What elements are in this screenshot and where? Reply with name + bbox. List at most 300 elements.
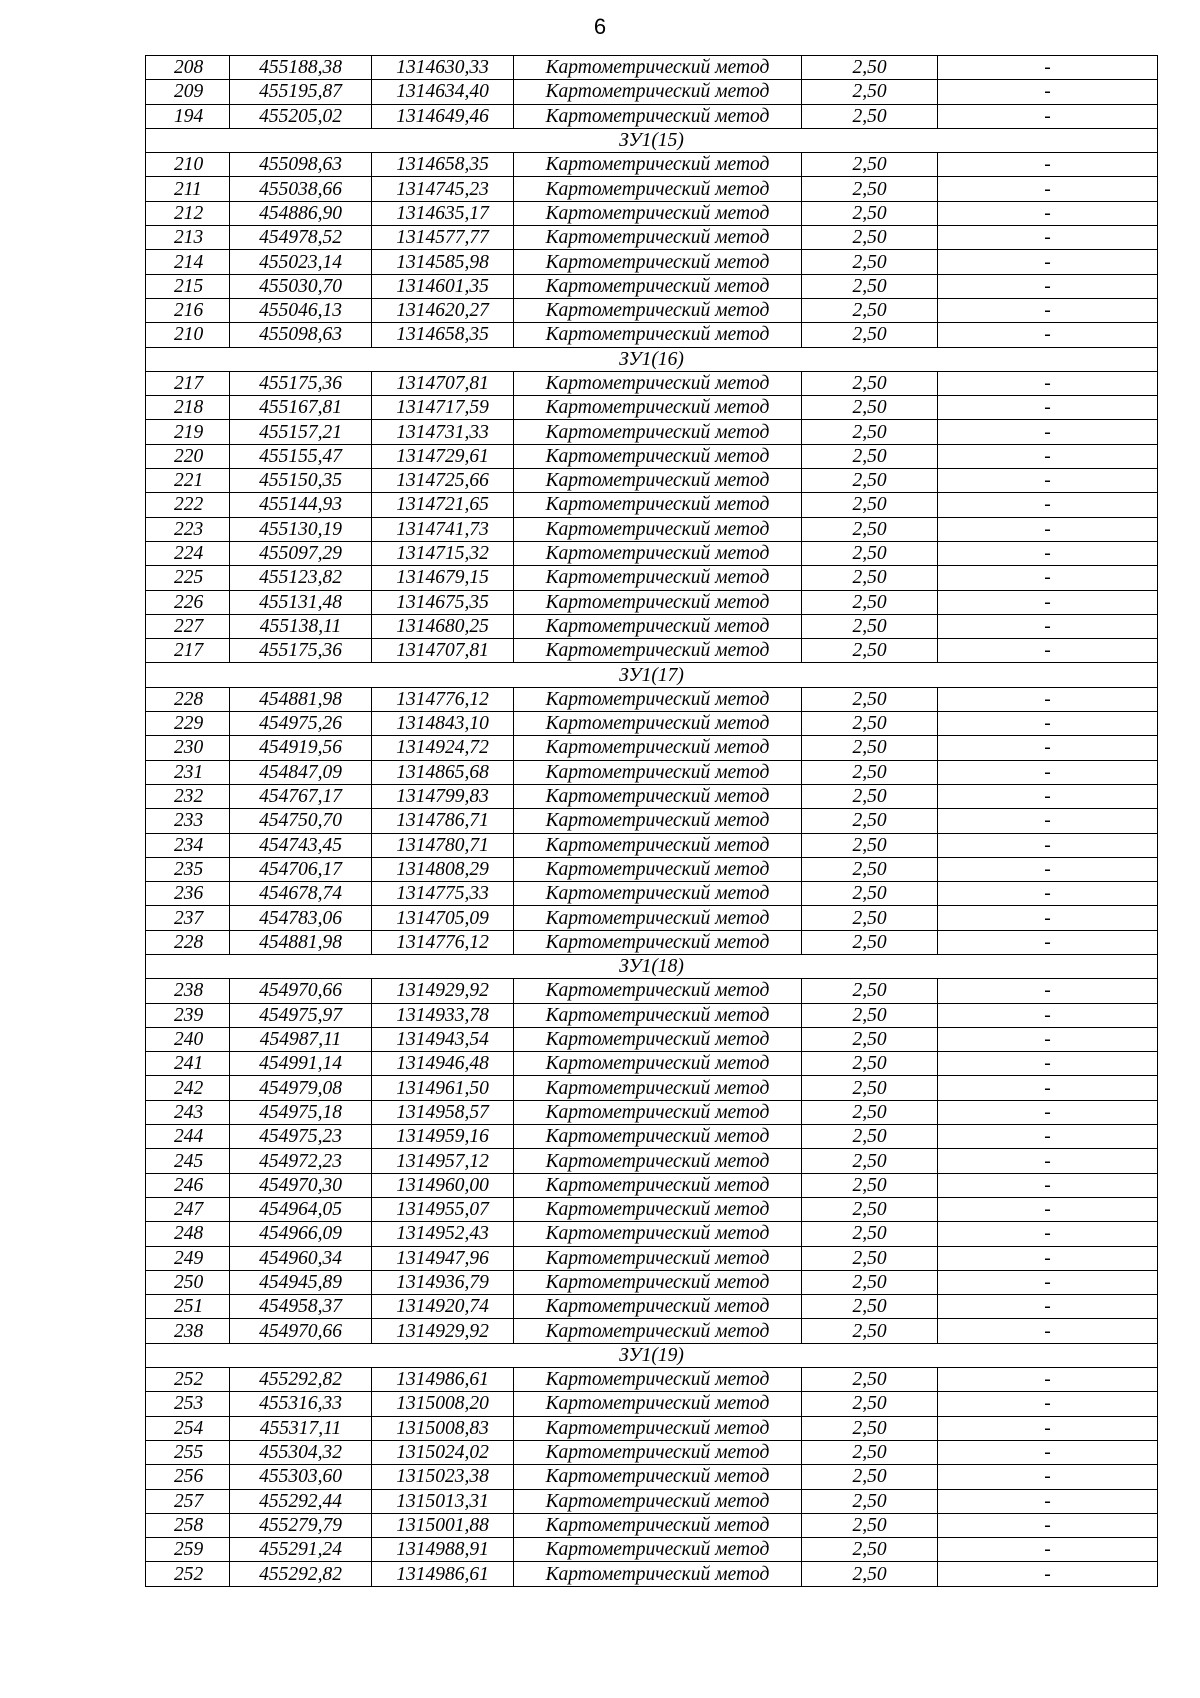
formula-cell: - [938,639,1158,663]
table-row [146,760,1158,784]
page-number: 6 [593,14,607,39]
table-row [146,809,1158,833]
table-row [146,226,1158,250]
accuracy-cell: 2,50 [802,420,938,444]
formula-cell: - [938,833,1158,857]
formula-cell: - [938,323,1158,347]
accuracy-cell: 2,50 [802,979,938,1003]
method-cell: Картометрический метод [514,1197,802,1221]
table-row [146,906,1158,930]
accuracy-cell: 2,50 [802,1125,938,1149]
method-cell: Картометрический метод [514,1222,802,1246]
y-coordinate-cell: 1314959,16 [372,1125,514,1149]
table-row [146,614,1158,638]
table-row [146,201,1158,225]
point-number-cell: 255 [146,1440,230,1464]
formula-cell: - [938,201,1158,225]
method-cell: Картометрический метод [514,1295,802,1319]
table-row [146,1003,1158,1027]
formula-cell: - [938,493,1158,517]
method-cell: Картометрический метод [514,979,802,1003]
y-coordinate-cell: 1314731,33 [372,420,514,444]
x-coordinate-cell: 454991,14 [230,1052,372,1076]
x-coordinate-cell: 455167,81 [230,396,372,420]
formula-cell: - [938,1076,1158,1100]
y-coordinate-cell: 1314955,07 [372,1197,514,1221]
y-coordinate-cell: 1314585,98 [372,250,514,274]
point-number-cell: 245 [146,1149,230,1173]
point-number-cell: 231 [146,760,230,784]
formula-cell: - [938,274,1158,298]
accuracy-cell: 2,50 [802,226,938,250]
accuracy-cell: 2,50 [802,784,938,808]
x-coordinate-cell: 455155,47 [230,444,372,468]
table-row [146,1100,1158,1124]
accuracy-cell: 2,50 [802,712,938,736]
table-row [146,1222,1158,1246]
table-row [146,469,1158,493]
x-coordinate-cell: 455150,35 [230,469,372,493]
method-cell: Картометрический метод [514,760,802,784]
formula-cell: - [938,930,1158,954]
point-number-cell: 223 [146,517,230,541]
y-coordinate-cell: 1314986,61 [372,1562,514,1586]
formula-cell: - [938,1513,1158,1537]
formula-cell: - [938,1027,1158,1051]
point-number-cell: 258 [146,1513,230,1537]
point-number-cell: 252 [146,1562,230,1586]
y-coordinate-cell: 1315013,31 [372,1489,514,1513]
y-coordinate-cell: 1315023,38 [372,1465,514,1489]
point-number-cell: 235 [146,857,230,881]
table-row [146,1465,1158,1489]
method-cell: Картометрический метод [514,80,802,104]
accuracy-cell: 2,50 [802,1368,938,1392]
section-header-row [146,663,1158,687]
point-number-cell: 247 [146,1197,230,1221]
x-coordinate-cell: 454978,52 [230,226,372,250]
y-coordinate-cell: 1314776,12 [372,687,514,711]
accuracy-cell: 2,50 [802,153,938,177]
y-coordinate-cell: 1314679,15 [372,566,514,590]
table-row [146,274,1158,298]
formula-cell: - [938,979,1158,1003]
method-cell: Картометрический метод [514,784,802,808]
formula-cell: - [938,444,1158,468]
x-coordinate-cell: 455304,32 [230,1440,372,1464]
method-cell: Картометрический метод [514,1368,802,1392]
point-number-cell: 240 [146,1027,230,1051]
formula-cell: - [938,1368,1158,1392]
method-cell: Картометрический метод [514,1125,802,1149]
formula-cell: - [938,1246,1158,1270]
point-number-cell: 238 [146,979,230,1003]
x-coordinate-cell: 455098,63 [230,153,372,177]
section-header-row [146,954,1158,978]
method-cell: Картометрический метод [514,250,802,274]
method-cell: Картометрический метод [514,809,802,833]
y-coordinate-cell: 1314658,35 [372,323,514,347]
x-coordinate-cell: 455030,70 [230,274,372,298]
table-row [146,1125,1158,1149]
method-cell: Картометрический метод [514,1319,802,1343]
accuracy-cell: 2,50 [802,1416,938,1440]
section-label: ЗУ1(19) [146,1343,1158,1367]
accuracy-cell: 2,50 [802,371,938,395]
point-number-cell: 211 [146,177,230,201]
table-row [146,712,1158,736]
formula-cell: - [938,80,1158,104]
table-row [146,687,1158,711]
method-cell: Картометрический метод [514,590,802,614]
point-number-cell: 210 [146,323,230,347]
method-cell: Картометрический метод [514,712,802,736]
formula-cell: - [938,760,1158,784]
formula-cell: - [938,1295,1158,1319]
y-coordinate-cell: 1314717,59 [372,396,514,420]
y-coordinate-cell: 1314745,23 [372,177,514,201]
formula-cell: - [938,1197,1158,1221]
y-coordinate-cell: 1314741,73 [372,517,514,541]
table-row [146,1295,1158,1319]
method-cell: Картометрический метод [514,1246,802,1270]
accuracy-cell: 2,50 [802,736,938,760]
x-coordinate-cell: 454881,98 [230,687,372,711]
formula-cell: - [938,809,1158,833]
accuracy-cell: 2,50 [802,1076,938,1100]
method-cell: Картометрический метод [514,1465,802,1489]
point-number-cell: 214 [146,250,230,274]
y-coordinate-cell: 1314920,74 [372,1295,514,1319]
point-number-cell: 248 [146,1222,230,1246]
accuracy-cell: 2,50 [802,1100,938,1124]
y-coordinate-cell: 1315001,88 [372,1513,514,1537]
accuracy-cell: 2,50 [802,1440,938,1464]
formula-cell: - [938,1173,1158,1197]
accuracy-cell: 2,50 [802,1027,938,1051]
y-coordinate-cell: 1314721,65 [372,493,514,517]
x-coordinate-cell: 455138,11 [230,614,372,638]
point-number-cell: 217 [146,371,230,395]
method-cell: Картометрический метод [514,906,802,930]
table-row [146,833,1158,857]
point-number-cell: 232 [146,784,230,808]
formula-cell: - [938,153,1158,177]
method-cell: Картометрический метод [514,1270,802,1294]
point-number-cell: 221 [146,469,230,493]
accuracy-cell: 2,50 [802,469,938,493]
accuracy-cell: 2,50 [802,882,938,906]
table-row [146,1149,1158,1173]
x-coordinate-cell: 455046,13 [230,298,372,322]
table-row [146,1173,1158,1197]
y-coordinate-cell: 1314729,61 [372,444,514,468]
accuracy-cell: 2,50 [802,1489,938,1513]
formula-cell: - [938,736,1158,760]
x-coordinate-cell: 454960,34 [230,1246,372,1270]
accuracy-cell: 2,50 [802,687,938,711]
formula-cell: - [938,712,1158,736]
table-row [146,639,1158,663]
point-number-cell: 257 [146,1489,230,1513]
point-number-cell: 239 [146,1003,230,1027]
x-coordinate-cell: 454919,56 [230,736,372,760]
y-coordinate-cell: 1314933,78 [372,1003,514,1027]
y-coordinate-cell: 1315008,83 [372,1416,514,1440]
method-cell: Картометрический метод [514,639,802,663]
y-coordinate-cell: 1314929,92 [372,1319,514,1343]
y-coordinate-cell: 1314620,27 [372,298,514,322]
x-coordinate-cell: 455023,14 [230,250,372,274]
point-number-cell: 252 [146,1368,230,1392]
x-coordinate-cell: 454966,09 [230,1222,372,1246]
formula-cell: - [938,1149,1158,1173]
method-cell: Картометрический метод [514,614,802,638]
table-row [146,298,1158,322]
x-coordinate-cell: 455123,82 [230,566,372,590]
accuracy-cell: 2,50 [802,493,938,517]
method-cell: Картометрический метод [514,226,802,250]
accuracy-cell: 2,50 [802,1392,938,1416]
formula-cell: - [938,1270,1158,1294]
formula-cell: - [938,371,1158,395]
accuracy-cell: 2,50 [802,274,938,298]
x-coordinate-cell: 455195,87 [230,80,372,104]
x-coordinate-cell: 455175,36 [230,371,372,395]
method-cell: Картометрический метод [514,201,802,225]
table-row [146,80,1158,104]
accuracy-cell: 2,50 [802,444,938,468]
table-row [146,930,1158,954]
formula-cell: - [938,1100,1158,1124]
x-coordinate-cell: 455098,63 [230,323,372,347]
y-coordinate-cell: 1314675,35 [372,590,514,614]
formula-cell: - [938,250,1158,274]
table-row [146,1538,1158,1562]
y-coordinate-cell: 1314707,81 [372,639,514,663]
y-coordinate-cell: 1314946,48 [372,1052,514,1076]
point-number-cell: 210 [146,153,230,177]
point-number-cell: 250 [146,1270,230,1294]
formula-cell: - [938,1538,1158,1562]
y-coordinate-cell: 1314808,29 [372,857,514,881]
accuracy-cell: 2,50 [802,760,938,784]
y-coordinate-cell: 1315008,20 [372,1392,514,1416]
y-coordinate-cell: 1314634,40 [372,80,514,104]
table-row [146,1246,1158,1270]
x-coordinate-cell: 455292,44 [230,1489,372,1513]
table-row [146,882,1158,906]
x-coordinate-cell: 454979,08 [230,1076,372,1100]
x-coordinate-cell: 455144,93 [230,493,372,517]
x-coordinate-cell: 455131,48 [230,590,372,614]
table-row [146,177,1158,201]
x-coordinate-cell: 454970,66 [230,979,372,1003]
section-label: ЗУ1(15) [146,128,1158,152]
accuracy-cell: 2,50 [802,639,938,663]
point-number-cell: 215 [146,274,230,298]
method-cell: Картометрический метод [514,736,802,760]
table-row [146,1052,1158,1076]
y-coordinate-cell: 1314936,79 [372,1270,514,1294]
point-number-cell: 253 [146,1392,230,1416]
x-coordinate-cell: 454881,98 [230,930,372,954]
method-cell: Картометрический метод [514,396,802,420]
table-row [146,1027,1158,1051]
table-row [146,541,1158,565]
x-coordinate-cell: 454970,30 [230,1173,372,1197]
formula-cell: - [938,1125,1158,1149]
coordinates-table-body [146,56,1158,1587]
formula-cell: - [938,1562,1158,1586]
accuracy-cell: 2,50 [802,1052,938,1076]
method-cell: Картометрический метод [514,1538,802,1562]
x-coordinate-cell: 454767,17 [230,784,372,808]
x-coordinate-cell: 454975,23 [230,1125,372,1149]
formula-cell: - [938,590,1158,614]
y-coordinate-cell: 1314986,61 [372,1368,514,1392]
method-cell: Картометрический метод [514,833,802,857]
y-coordinate-cell: 1314577,77 [372,226,514,250]
point-number-cell: 241 [146,1052,230,1076]
y-coordinate-cell: 1314776,12 [372,930,514,954]
table-row [146,1270,1158,1294]
formula-cell: - [938,1222,1158,1246]
table-row [146,1562,1158,1586]
point-number-cell: 243 [146,1100,230,1124]
point-number-cell: 254 [146,1416,230,1440]
method-cell: Картометрический метод [514,104,802,128]
x-coordinate-cell: 455317,11 [230,1416,372,1440]
y-coordinate-cell: 1314947,96 [372,1246,514,1270]
y-coordinate-cell: 1314725,66 [372,469,514,493]
accuracy-cell: 2,50 [802,1003,938,1027]
y-coordinate-cell: 1314780,71 [372,833,514,857]
point-number-cell: 229 [146,712,230,736]
table-row [146,323,1158,347]
y-coordinate-cell: 1314988,91 [372,1538,514,1562]
point-number-cell: 218 [146,396,230,420]
y-coordinate-cell: 1314958,57 [372,1100,514,1124]
y-coordinate-cell: 1314775,33 [372,882,514,906]
method-cell: Картометрический метод [514,1392,802,1416]
formula-cell: - [938,1489,1158,1513]
accuracy-cell: 2,50 [802,298,938,322]
y-coordinate-cell: 1314649,46 [372,104,514,128]
x-coordinate-cell: 454975,18 [230,1100,372,1124]
accuracy-cell: 2,50 [802,833,938,857]
table-row [146,104,1158,128]
y-coordinate-cell: 1314601,35 [372,274,514,298]
formula-cell: - [938,687,1158,711]
table-row [146,1197,1158,1221]
table-row [146,396,1158,420]
point-number-cell: 194 [146,104,230,128]
table-row [146,153,1158,177]
formula-cell: - [938,906,1158,930]
y-coordinate-cell: 1314961,50 [372,1076,514,1100]
point-number-cell: 249 [146,1246,230,1270]
table-row [146,517,1158,541]
method-cell: Картометрический метод [514,1149,802,1173]
formula-cell: - [938,784,1158,808]
x-coordinate-cell: 455316,33 [230,1392,372,1416]
point-number-cell: 233 [146,809,230,833]
method-cell: Картометрический метод [514,1513,802,1537]
accuracy-cell: 2,50 [802,1197,938,1221]
y-coordinate-cell: 1314680,25 [372,614,514,638]
x-coordinate-cell: 454783,06 [230,906,372,930]
formula-cell: - [938,469,1158,493]
x-coordinate-cell: 454706,17 [230,857,372,881]
section-label: ЗУ1(16) [146,347,1158,371]
method-cell: Картометрический метод [514,1027,802,1051]
x-coordinate-cell: 455292,82 [230,1562,372,1586]
coordinates-table [145,55,1158,1587]
method-cell: Картометрический метод [514,1562,802,1586]
accuracy-cell: 2,50 [802,250,938,274]
point-number-cell: 251 [146,1295,230,1319]
method-cell: Картометрический метод [514,566,802,590]
accuracy-cell: 2,50 [802,541,938,565]
y-coordinate-cell: 1314630,33 [372,56,514,80]
x-coordinate-cell: 454847,09 [230,760,372,784]
method-cell: Картометрический метод [514,371,802,395]
accuracy-cell: 2,50 [802,1149,938,1173]
y-coordinate-cell: 1314786,71 [372,809,514,833]
formula-cell: - [938,1465,1158,1489]
y-coordinate-cell: 1314865,68 [372,760,514,784]
section-header-row [146,1343,1158,1367]
method-cell: Картометрический метод [514,541,802,565]
point-number-cell: 224 [146,541,230,565]
x-coordinate-cell: 455291,24 [230,1538,372,1562]
method-cell: Картометрический метод [514,420,802,444]
x-coordinate-cell: 454972,23 [230,1149,372,1173]
formula-cell: - [938,56,1158,80]
method-cell: Картометрический метод [514,1052,802,1076]
table-row [146,736,1158,760]
method-cell: Картометрический метод [514,493,802,517]
table-row [146,444,1158,468]
x-coordinate-cell: 455303,60 [230,1465,372,1489]
point-number-cell: 216 [146,298,230,322]
x-coordinate-cell: 455130,19 [230,517,372,541]
table-row [146,979,1158,1003]
method-cell: Картометрический метод [514,1173,802,1197]
method-cell: Картометрический метод [514,882,802,906]
formula-cell: - [938,517,1158,541]
point-number-cell: 212 [146,201,230,225]
method-cell: Картометрический метод [514,1416,802,1440]
y-coordinate-cell: 1314943,54 [372,1027,514,1051]
point-number-cell: 217 [146,639,230,663]
x-coordinate-cell: 454987,11 [230,1027,372,1051]
formula-cell: - [938,1003,1158,1027]
y-coordinate-cell: 1314707,81 [372,371,514,395]
table-row [146,420,1158,444]
method-cell: Картометрический метод [514,323,802,347]
method-cell: Картометрический метод [514,274,802,298]
y-coordinate-cell: 1314843,10 [372,712,514,736]
point-number-cell: 242 [146,1076,230,1100]
x-coordinate-cell: 454743,45 [230,833,372,857]
table-row [146,1319,1158,1343]
formula-cell: - [938,614,1158,638]
accuracy-cell: 2,50 [802,857,938,881]
x-coordinate-cell: 455157,21 [230,420,372,444]
x-coordinate-cell: 454964,05 [230,1197,372,1221]
